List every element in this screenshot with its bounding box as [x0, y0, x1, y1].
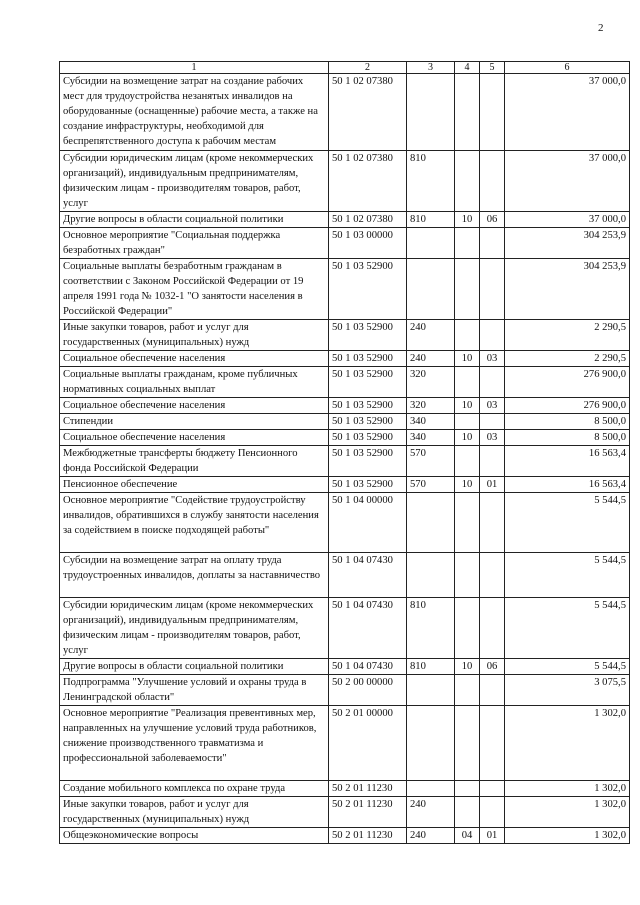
row-subsection-cell [480, 74, 505, 151]
row-name-cell: Стипендии [60, 414, 329, 430]
table-row [60, 212, 630, 228]
row-code-cell: 50 1 03 52900 [329, 351, 407, 367]
column-header-4: 4 [455, 62, 480, 74]
row-subsection-cell [480, 493, 505, 553]
row-code-cell: 50 1 03 52900 [329, 259, 407, 320]
row-name-cell: Иные закупки товаров, работ и услуг для государственных (муниципальных) нужд [60, 797, 329, 828]
row-code-cell: 50 1 04 00000 [329, 493, 407, 553]
row-kvr-cell: 320 [407, 367, 455, 398]
row-amount-cell: 1 302,0 [505, 781, 630, 797]
row-kvr-cell [407, 259, 455, 320]
row-section-cell: 04 [455, 828, 480, 844]
row-name-cell: Основное мероприятие "Социальная поддержка безработных граждан" [60, 228, 329, 259]
row-kvr-cell: 340 [407, 414, 455, 430]
row-subsection-cell: 01 [480, 828, 505, 844]
header-row [60, 62, 630, 74]
row-amount-cell: 37 000,0 [505, 74, 630, 151]
row-amount-cell: 5 544,5 [505, 553, 630, 598]
row-code-cell: 50 1 03 52900 [329, 414, 407, 430]
table-row [60, 477, 630, 493]
row-section-cell [455, 553, 480, 598]
row-amount-cell: 37 000,0 [505, 212, 630, 228]
column-header-2: 2 [329, 62, 407, 74]
table-row [60, 398, 630, 414]
row-name-cell: Пенсионное обеспечение [60, 477, 329, 493]
row-name-cell: Субсидии на возмещение затрат на создание рабочих мест для трудоустройства незанятых инвалидов на оборудованные (оснащенные) рабочие места, а также на создание инфраструктуры, необходимой для беспрепятственного доступа к рабочим местам [60, 74, 329, 151]
row-subsection-cell [480, 228, 505, 259]
row-code-cell: 50 1 02 07380 [329, 212, 407, 228]
table-row [60, 414, 630, 430]
row-section-cell [455, 706, 480, 781]
column-header-3: 3 [407, 62, 455, 74]
row-kvr-cell [407, 675, 455, 706]
table-row [60, 598, 630, 659]
row-amount-cell: 8 500,0 [505, 430, 630, 446]
row-name-cell: Основное мероприятие "Реализация превентивных мер, направленных на улучшение условий труда работников, снижение производственного травматизма и профессиональной заболеваемости" [60, 706, 329, 781]
row-name-cell: Социальные выплаты гражданам, кроме публичных нормативных социальных выплат [60, 367, 329, 398]
row-section-cell: 10 [455, 659, 480, 675]
row-section-cell [455, 781, 480, 797]
row-code-cell: 50 1 03 52900 [329, 430, 407, 446]
row-code-cell: 50 2 00 00000 [329, 675, 407, 706]
row-name-cell: Субсидии юридическим лицам (кроме некоммерческих организаций), индивидуальным предпринимателям, физическим лицам - производителям товаров, работ, услуг [60, 598, 329, 659]
column-header-6: 6 [505, 62, 630, 74]
row-kvr-cell: 240 [407, 828, 455, 844]
row-amount-cell: 5 544,5 [505, 598, 630, 659]
page-number: 2 [598, 22, 604, 34]
table-row [60, 553, 630, 598]
row-code-cell: 50 1 04 07430 [329, 553, 407, 598]
row-subsection-cell [480, 553, 505, 598]
row-amount-cell: 2 290,5 [505, 320, 630, 351]
row-amount-cell: 276 900,0 [505, 367, 630, 398]
table-row [60, 430, 630, 446]
table-row [60, 493, 630, 553]
row-subsection-cell: 01 [480, 477, 505, 493]
row-name-cell: Социальные выплаты безработным гражданам в соответствии с Законом Российской Федерации от 19 апреля 1991 года № 1032-1 "О занятости населения в Российской Федерации" [60, 259, 329, 320]
row-amount-cell: 1 302,0 [505, 706, 630, 781]
row-subsection-cell: 06 [480, 212, 505, 228]
row-subsection-cell [480, 598, 505, 659]
budget-table [59, 61, 630, 844]
table-row [60, 151, 630, 212]
row-name-cell: Другие вопросы в области социальной политики [60, 212, 329, 228]
row-code-cell: 50 1 04 07430 [329, 659, 407, 675]
row-amount-cell: 16 563,4 [505, 446, 630, 477]
row-kvr-cell: 570 [407, 446, 455, 477]
row-name-cell: Общеэкономические вопросы [60, 828, 329, 844]
row-subsection-cell [480, 367, 505, 398]
row-code-cell: 50 2 01 11230 [329, 797, 407, 828]
row-kvr-cell: 810 [407, 151, 455, 212]
row-subsection-cell [480, 320, 505, 351]
row-section-cell: 10 [455, 351, 480, 367]
row-section-cell: 10 [455, 477, 480, 493]
row-amount-cell: 2 290,5 [505, 351, 630, 367]
row-subsection-cell [480, 151, 505, 212]
row-section-cell: 10 [455, 398, 480, 414]
row-kvr-cell: 240 [407, 797, 455, 828]
row-subsection-cell [480, 259, 505, 320]
table-row [60, 74, 630, 151]
row-section-cell [455, 797, 480, 828]
row-subsection-cell [480, 446, 505, 477]
row-kvr-cell [407, 553, 455, 598]
row-subsection-cell: 03 [480, 430, 505, 446]
row-code-cell: 50 1 02 07380 [329, 74, 407, 151]
row-section-cell [455, 446, 480, 477]
row-kvr-cell: 810 [407, 212, 455, 228]
row-amount-cell: 1 302,0 [505, 797, 630, 828]
row-code-cell: 50 1 03 52900 [329, 477, 407, 493]
column-header-5: 5 [480, 62, 505, 74]
row-kvr-cell: 320 [407, 398, 455, 414]
row-kvr-cell: 810 [407, 598, 455, 659]
row-amount-cell: 3 075,5 [505, 675, 630, 706]
row-section-cell [455, 598, 480, 659]
table-row [60, 367, 630, 398]
table-row [60, 351, 630, 367]
row-section-cell [455, 414, 480, 430]
row-code-cell: 50 2 01 11230 [329, 828, 407, 844]
table-row [60, 706, 630, 781]
row-name-cell: Социальное обеспечение населения [60, 351, 329, 367]
row-kvr-cell [407, 781, 455, 797]
row-name-cell: Подпрограмма "Улучшение условий и охраны труда в Ленинградской области" [60, 675, 329, 706]
row-amount-cell: 5 544,5 [505, 493, 630, 553]
row-name-cell: Социальное обеспечение населения [60, 430, 329, 446]
row-kvr-cell [407, 228, 455, 259]
row-code-cell: 50 2 01 00000 [329, 706, 407, 781]
row-amount-cell: 5 544,5 [505, 659, 630, 675]
table-row [60, 659, 630, 675]
row-name-cell: Межбюджетные трансферты бюджету Пенсионного фонда Российской Федерации [60, 446, 329, 477]
row-section-cell [455, 151, 480, 212]
row-kvr-cell [407, 74, 455, 151]
row-kvr-cell [407, 493, 455, 553]
row-amount-cell: 37 000,0 [505, 151, 630, 212]
row-subsection-cell: 03 [480, 351, 505, 367]
table-row [60, 228, 630, 259]
row-subsection-cell [480, 706, 505, 781]
table-row [60, 828, 630, 844]
row-name-cell: Иные закупки товаров, работ и услуг для государственных (муниципальных) нужд [60, 320, 329, 351]
row-section-cell [455, 367, 480, 398]
table-row [60, 259, 630, 320]
row-code-cell: 50 1 03 52900 [329, 367, 407, 398]
row-code-cell: 50 1 03 52900 [329, 398, 407, 414]
row-code-cell: 50 1 04 07430 [329, 598, 407, 659]
row-code-cell: 50 1 03 00000 [329, 228, 407, 259]
row-name-cell: Субсидии юридическим лицам (кроме некоммерческих организаций), индивидуальным предпринимателям, физическим лицам - производителям товаров, работ, услуг [60, 151, 329, 212]
row-section-cell [455, 320, 480, 351]
row-code-cell: 50 1 03 52900 [329, 320, 407, 351]
row-name-cell: Субсидии на возмещение затрат на оплату труда трудоустроенных инвалидов, доплаты за наставничество [60, 553, 329, 598]
row-subsection-cell [480, 797, 505, 828]
row-section-cell: 10 [455, 430, 480, 446]
row-amount-cell: 276 900,0 [505, 398, 630, 414]
row-subsection-cell: 03 [480, 398, 505, 414]
row-section-cell [455, 74, 480, 151]
table-row [60, 675, 630, 706]
row-amount-cell: 1 302,0 [505, 828, 630, 844]
row-kvr-cell: 240 [407, 351, 455, 367]
row-name-cell: Другие вопросы в области социальной политики [60, 659, 329, 675]
row-subsection-cell [480, 414, 505, 430]
row-code-cell: 50 1 02 07380 [329, 151, 407, 212]
row-subsection-cell: 06 [480, 659, 505, 675]
row-code-cell: 50 2 01 11230 [329, 781, 407, 797]
table-row [60, 797, 630, 828]
row-section-cell [455, 228, 480, 259]
row-subsection-cell [480, 781, 505, 797]
row-section-cell: 10 [455, 212, 480, 228]
row-kvr-cell: 810 [407, 659, 455, 675]
row-kvr-cell: 570 [407, 477, 455, 493]
row-section-cell [455, 675, 480, 706]
row-amount-cell: 8 500,0 [505, 414, 630, 430]
row-name-cell: Основное мероприятие "Содействие трудоустройству инвалидов, обратившихся в службу занятости населения за содействием в поиске подходящей работы" [60, 493, 329, 553]
row-kvr-cell [407, 706, 455, 781]
row-amount-cell: 304 253,9 [505, 228, 630, 259]
row-section-cell [455, 259, 480, 320]
row-code-cell: 50 1 03 52900 [329, 446, 407, 477]
table-row [60, 446, 630, 477]
table-row [60, 781, 630, 797]
table-row [60, 320, 630, 351]
row-section-cell [455, 493, 480, 553]
row-kvr-cell: 240 [407, 320, 455, 351]
row-kvr-cell: 340 [407, 430, 455, 446]
row-name-cell: Социальное обеспечение населения [60, 398, 329, 414]
row-subsection-cell [480, 675, 505, 706]
row-name-cell: Создание мобильного комплекса по охране труда [60, 781, 329, 797]
column-header-1: 1 [60, 62, 329, 74]
row-amount-cell: 304 253,9 [505, 259, 630, 320]
row-amount-cell: 16 563,4 [505, 477, 630, 493]
